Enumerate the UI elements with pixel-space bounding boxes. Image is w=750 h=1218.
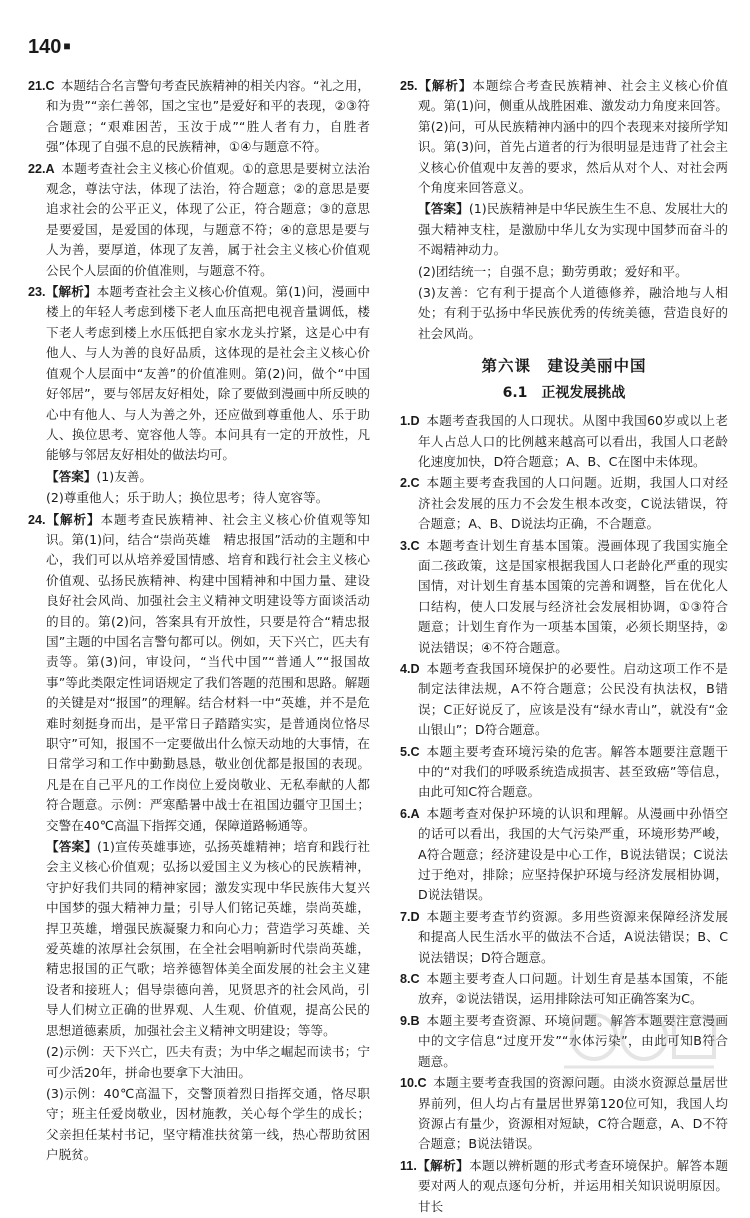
section-tag: 【答案】 [46,468,97,484]
question-number: 3. [400,538,411,553]
answer-item [400,804,728,906]
watermark-logo [554,1007,724,1079]
answer-text: 本题综合考查民族精神、社会主义核心价值观。第(1)问，侧重从战胜困难、激发动力角度来回答。第(2)问，可从民族精神内涵中的四个表现来对接所学知识。第(3)问，首先占道者的行为很明显是违背了社会主义核心价值观中友善的要求，然后从对个人、对社会两个角度来回答意义。 [418,78,729,196]
question-number: 23. [28,285,46,300]
answer-text: 本题结合名言警句考查民族精神的相关内容。“礼之用，和为贵”“亲仁善邻，国之宝也”是爱好和平的表现，②③符合题意；“艰难困苦，玉汝于成”“胜人者有力，自胜者强”体现了自强不息的民族精神，①④与题意不符。 [46,78,370,155]
answer-item [400,742,728,803]
left-column [28,76,370,1167]
answer-text: (2)团结统一；自强不息；勤劳勇敢；爱好和平。 [418,263,688,279]
answer-text: 本题考查对保护环境的认识和理解。从漫画中孙悟空的话可以看出，我国的大气污染严重，环境形势严峻，A符合题意；经济建设是中心工作，B说法错误；C说法过于绝对，排除；应坚持保护环境与经济发展相协调，D说法错误。 [418,805,728,903]
answer-item [400,907,728,968]
section-title: 6.1 正视发展挑战 [502,384,626,401]
answer-choice: C [417,1076,427,1091]
answer-text: 本题考查计划生育基本国策。漫画体现了我国实施全面二孩政策，这是国家根据我国人口老龄化严重的现实国情，对计划生育基本国策的完善和调整，旨在优化人口结构，使人口发展与经济社会发展相协调，①③符合题意；计划生育作为一项基本国策，必须长期坚持，②说法错误；④不符合题意。 [418,537,728,655]
answer-item [28,1084,370,1166]
answer-choice: D [410,414,420,429]
question-number: 9. [400,1013,411,1028]
section-tag: 【答案】 [418,201,469,217]
answer-item [28,282,370,466]
answer-item [400,199,728,260]
question-number: 2. [400,476,411,491]
answer-text: (3)示例：40℃高温下，交警顶着烈日指挥交通，恪尽职守；班主任爱岗敬业，因材施教，关心每个学生的成长；父亲担任某村书记，坚守精准扶贫第一线，热心帮助贫困户脱贫。 [46,1085,370,1163]
answer-text: 本题考查我国的人口现状。从图中我国60岁或以上老年人占总人口的比例越来越高可以看出，我国人口老龄化速度加快，D符合题意；A、B、C在图中未体现。 [418,413,728,469]
answer-item [400,76,728,198]
answer-choice: C [45,79,55,93]
answer-item [28,1042,370,1083]
answer-text: 本题考查社会主义核心价值观。①的意思是要树立法治观念，尊法守法，体现了法治，符合题意；②的意思是要追求社会的公平正义，体现了公正，符合题意；③的意思是要爱国，是爱国的体现，与题意不符；④的意思是要与人为善，要厚道，体现了友善，属于社会主义核心价值观公民个人层面的价值准则，与题意不符。 [46,160,370,278]
answer-choice: D [410,661,420,676]
answer-choice: C [410,744,420,759]
section-tag: 【解析】 [416,1157,470,1173]
right-column-bottom [400,411,728,1217]
question-number: 21. [28,79,46,93]
answer-choice: B [410,1013,420,1028]
answer-choice: C [410,538,420,553]
question-number: 22. [28,161,46,176]
question-number: 1. [400,414,411,429]
answer-item [400,411,728,472]
answer-text: (1)民族精神是中华民族生生不息、发展壮大的强大精神支柱，是激励中华儿女为实现中国梦而奋斗的不竭精神动力。 [418,201,728,258]
answer-text: (2)示例：天下兴亡，匹夫有责；为中华之崛起而读书；宁可少活20年，拼命也要拿下大油田。 [46,1044,370,1080]
answer-item [400,659,728,741]
question-number: 10. [400,1076,418,1091]
answer-text: 本题主要考查人口问题。计划生育是基本国策，不能放弃，②说法错误，运用排除法可知正确答案为C。 [418,971,728,1007]
answer-item [28,510,370,837]
answer-text: 本题主要考查环境污染的危害。解答本题要注意题干中的“对我们的呼吸系统造成损害、甚至致癌”等信息，由此可知C符合题意。 [418,743,728,800]
question-number: 8. [400,972,411,987]
question-number: 7. [400,909,411,924]
answer-text: 本题以辨析题的形式考查环境保护。解答本题要对两人的观点逐句分析，并运用相关知识说明原因。甘长 [418,1157,729,1214]
answer-text: 本题主要考查资源、环境问题。解答本题要注意漫画中的文字信息“过度开发”“水体污染”，由此可知B符合题意。 [418,1012,728,1069]
question-number: 11. [400,1158,417,1173]
answer-item [28,159,370,281]
answer-text: (2)尊重他人；乐于助人；换位思考；待人宽容等。 [46,490,329,506]
question-number: 24. [28,512,46,527]
answer-item [28,837,370,1041]
answer-item [400,473,728,534]
section-tag: 【解析】 [45,511,101,527]
answer-choice: C [410,476,420,491]
section-tag: 【解析】 [45,284,97,300]
answer-text: (1)宣传英雄事迹，弘扬英雄精神；培育和践行社会主义核心价值观；弘扬以爱国主义为核心的民族精神，守护好我们共同的精神家园；激发实现中华民族伟大复兴中国梦的强大精神力量；引导人们铭记英雄，崇尚英雄，捍卫英雄，增强民族凝聚力和向心力；营造学习英雄、关爱英雄的浓厚社会氛围，在全社会唱响新时代崇尚英雄，精忠报国的正气歌；培养德智体美全面发展的社会主义建设者和接班人；倡导崇德向善，见贤思齐的社会风尚，引导人们树立正确的世界观、人生观、价值观，提高公民的思想道德素质，加强社会主义精神文明建设；等等。 [46,839,371,1038]
answer-item [400,1073,728,1155]
answer-choice: D [410,909,420,924]
question-number: 25. [400,79,418,93]
answer-item [400,536,728,658]
answer-item [28,488,370,508]
answer-text: (3)友善：它有利于提高个人道德修养，融洽地与人相处；有利于弘扬中华民族优秀的传统美德，营造良好的社会风尚。 [418,285,728,341]
answer-item [28,76,370,158]
answer-text: 本题考查民族精神、社会主义核心价值观等知识。第(1)问，结合“崇尚英雄 精忠报国”活动的主题和中心，我们可以从培养爱国情感、培育和践行社会主义核心价值观、弘扬民族精神、构建中国精神和中国力量、建设良好社会风尚、加强社会主义精神文明建设等方面谈活动的目的。第(2)问，答案具有开放性，只要是符合“精忠报国”主题的中国名言警句都可以。例如，天下兴亡，匹夫有责等。第(3)问，审设问，“当代中国”“普通人”“报国故事”等此类限定性词语规定了我们答题的范围和思路。解题的关键是对“报国”的理解。结合材料一中“英雄，并不是危难时刻挺身而出，是平常日子踏踏实实，是普通岗位恪尽职守”可知，报国不一定要做出什么惊天动地的大事情，在日常学习和工作中勤勤恳恳，敬业创优都是报国的表现。凡是在自己平凡的工作岗位上爱岗敬业、无私奉献的人都符合题意。示例：严寒酷暑中战士在祖国边疆守卫国土；交警在40℃高温下指挥交通，保障道路畅通等。 [46,511,371,833]
answer-item [400,262,728,282]
right-column-top [400,76,728,344]
question-number: 5. [400,744,411,759]
question-number: 6. [400,806,411,821]
page-marker-icon: ■ [63,39,71,53]
answer-text: 本题主要考查我国的资源问题。由淡水资源总量居世界前列，但人均占有量居世界第120位可知，我国人均资源占有量少，资源相对短缺，C符合题意，A、D不符合题意；B说法错误。 [418,1075,728,1152]
answer-choice: A [45,161,55,176]
answer-text: 本题考查社会主义核心价值观。第(1)问，漫画中楼上的年轻人考虑到楼下老人血压高把电视音量调低，楼下老人考虑到楼上水压低把自家水龙头拧紧，这是心中有他人、与人为善的良好品质，这体现的是社会主义核心价值观个人层面中“友善”的价值准则。第(2)问，做个“中国好邻居”，要与邻居友好相处，除了要做到漫画中所反映的心中有他人、与人为善之外，还应做到尊重他人、乐于助人、换位思考、宽容他人等。本问具有一定的开放性，凡能够与邻居友好相处的做法均可。 [46,284,371,463]
answer-item [28,467,370,487]
section-tag: 【解析】 [417,78,473,93]
answer-item [400,969,728,1010]
answer-text: (1)友善。 [96,468,152,484]
answer-text: 本题考查我国环境保护的必要性。启动这项工作不是制定法律法规，A不符合题意；公民没有执法权，B错误；C正好说反了，应该是没有“绿水青山”，就没有“金山银山”；D符合题意。 [418,660,728,738]
answer-choice: C [410,972,420,987]
answer-choice: A [410,806,420,821]
answer-item [400,1156,728,1217]
answer-item [400,283,728,344]
lesson-title: 第六课 建设美丽中国 [481,357,647,376]
answer-text: 本题主要考查节约资源。多用些资源来保障经济发展和提高人民生活水平的做法不合适，A说法错误；B、C说法错误；D符合题意。 [418,908,728,965]
section-tag: 【答案】 [46,839,98,855]
page-number: 140 ■ [28,36,71,58]
answer-text: 本题主要考查我国的人口问题。近期，我国人口对经济社会发展的压力不会发生根本改变，C说法错误，符合题意；A、B、D说法均正确，不合题意。 [418,475,728,532]
question-number: 4. [400,661,411,676]
